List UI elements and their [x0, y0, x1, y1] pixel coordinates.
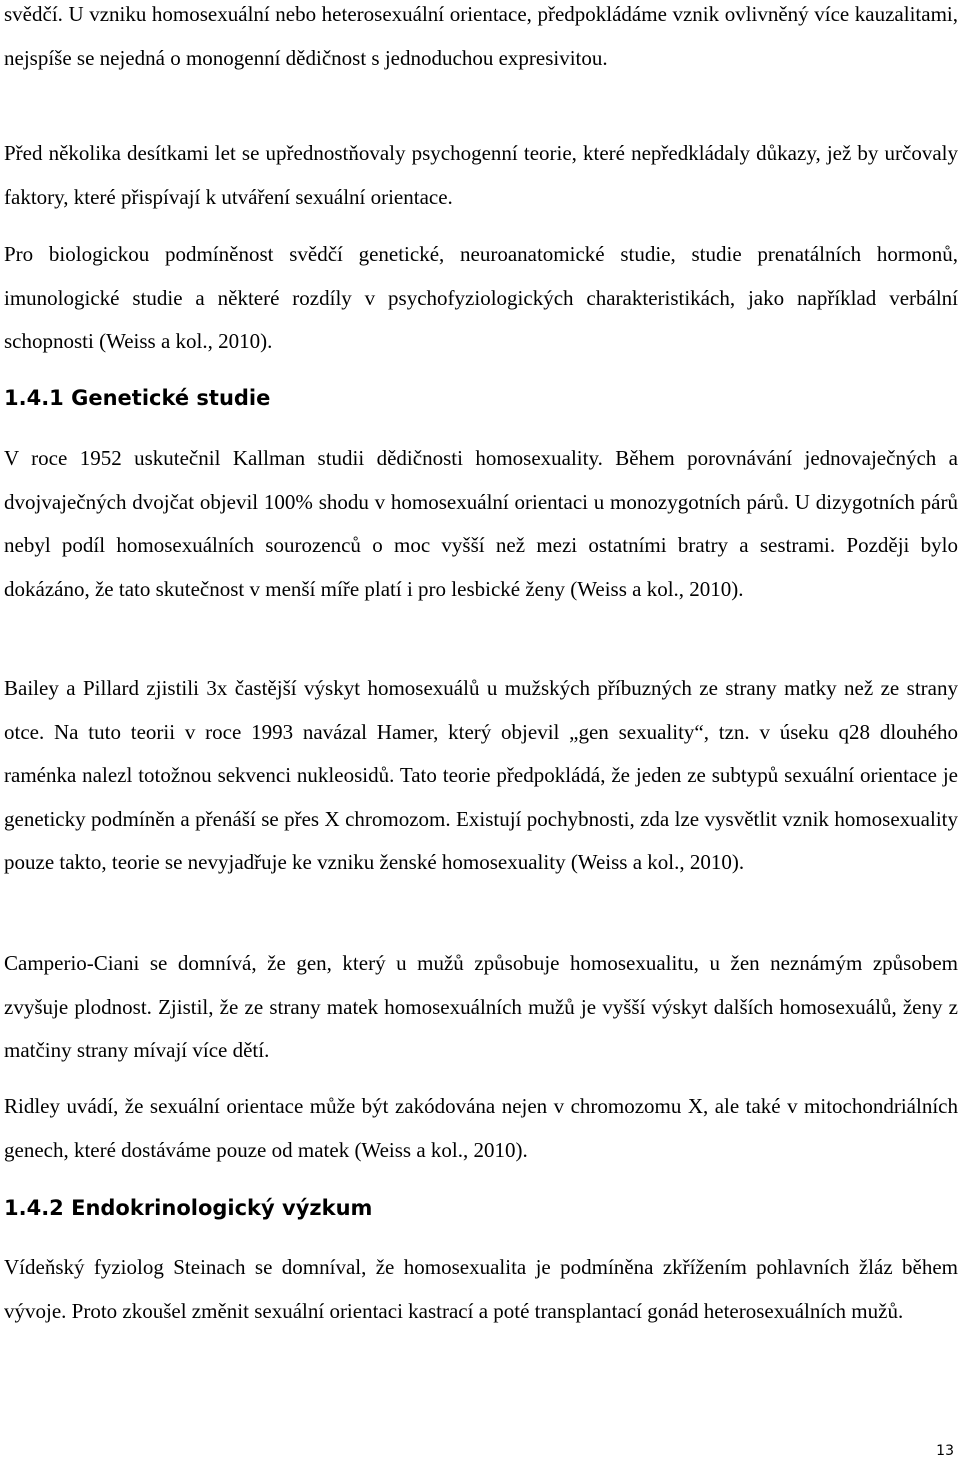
- paragraph-steinach: Vídeňský fyziolog Steinach se domníval, že homosexualita je podmíněna zkřížením pohlavních žláz během vývoje. Proto zkoušel změnit sexuální orientaci kastrací a poté transplantací gonád heterosexuálních mužů.: [4, 1255, 958, 1323]
- paragraph-biological-basis: Pro biologickou podmíněnost svědčí genetické, neuroanatomické studie, studie prenatálních hormonů, imunologické studie a některé rozdíly v psychofyziologických charakteristikách, jako například verbální schopnosti (Weiss a kol., 2010).: [4, 242, 958, 353]
- paragraph-psychogenic-theories: Před několika desítkami let se upřednostňovaly psychogenní teorie, které nepředkládaly důkazy, jež by určovaly faktory, které přispívají k utváření sexuální orientace.: [4, 141, 958, 209]
- paragraph-bailey-pillard: Bailey a Pillard zjistili 3x častější výskyt homosexuálů u mužských příbuzných ze strany matky než ze strany otce. Na tuto teorii v roce 1993 navázal Hamer, který objevil „gen sexuality“, tzn. v úseku q28 dlouhého raménka nalezl totožnou sekvenci nukleosidů. Tato teorie předpokládá, že jeden ze subtypů sexuální orientace je geneticky podmíněn a přenáší se přes X chromozom. Existují pochybnosti, zda lze vysvětlit vznik homosexuality pouze takto, teorie se nevyjadřuje ke vzniku ženské homosexuality (Weiss a kol., 2010).: [4, 676, 958, 874]
- section-heading-genetic-studies: 1.4.1 Genetické studie: [4, 386, 271, 410]
- paragraph-camperio-ciani: Camperio-Ciani se domnívá, že gen, který u mužů způsobuje homosexualitu, u žen neznámým způsobem zvyšuje plodnost. Zjistil, že ze strany matek homosexuálních mužů je vyšší výskyt dalších homosexuálů, ženy z matčiny strany mívají více dětí.: [4, 951, 958, 1062]
- paragraph-kallman: V roce 1952 uskutečnil Kallman studii dědičnosti homosexuality. Během porovnávání jednovaječných a dvojvaječných dvojčat objevil 100% shodu v homosexuální orientaci u monozygotních párů. U dizygotních párů nebyl podíl homosexuálních sourozenců o moc vyšší než mezi ostatními bratry a sestrami. Později bylo dokázáno, že tato skutečnost v menší míře platí i pro lesbické ženy (Weiss a kol., 2010).: [4, 446, 958, 601]
- paragraph-intro-continuation: svědčí. U vzniku homosexuální nebo heterosexuální orientace, předpokládáme vznik ovlivněný více kauzalitami, nejspíše se nejedná o monogenní dědičnost s jednoduchou expresivitou.: [4, 2, 958, 70]
- paragraph-ridley: Ridley uvádí, že sexuální orientace může být zakódována nejen v chromozomu X, ale také v mitochondriálních genech, které dostáváme pouze od matek (Weiss a kol., 2010).: [4, 1094, 958, 1162]
- section-heading-endocrinology: 1.4.2 Endokrinologický výzkum: [4, 1196, 373, 1220]
- page-number: 13: [936, 1443, 954, 1459]
